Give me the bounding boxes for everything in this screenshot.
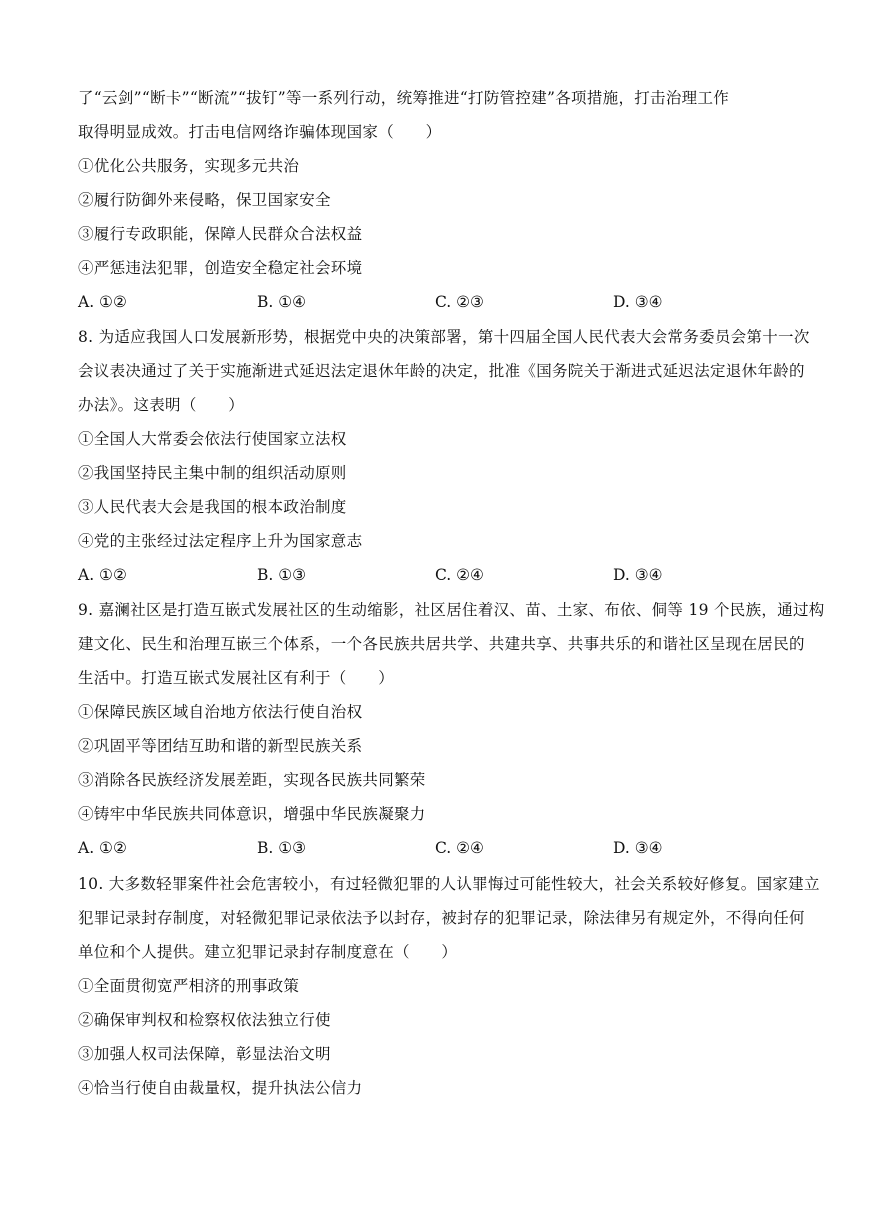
q8-item-1: ①全国人大常委会依法行使国家立法权 (78, 430, 347, 448)
q10-stem-line-1: 10. 大多数轻罪案件社会危害较小，有过轻微犯罪的人认罪悔过可能性较大，社会关系较好修复。国家建立 (78, 875, 820, 893)
q8-item-3: ③人民代表大会是我国的根本政治制度 (78, 498, 347, 516)
q9-item-4: ④铸牢中华民族共同体意识，增强中华民族凝聚力 (78, 805, 426, 823)
q8-options (78, 565, 798, 585)
q7-option-a: A. ①② (78, 293, 127, 311)
q8-option-c: C. ②④ (435, 566, 484, 584)
q9-options (78, 838, 798, 858)
q7-stem-line-1: 了“云剑”“断卡”“断流”“拔钉”等一系列行动，统筹推进“打防管控建”各项措施，打击治理工作 (78, 89, 730, 107)
q7-option-d: D. ③④ (613, 293, 663, 311)
q9-item-2: ②巩固平等团结互助和谐的新型民族关系 (78, 737, 363, 755)
q9-item-1: ①保障民族区域自治地方依法行使自治权 (78, 703, 363, 721)
q7-item-3: ③履行专政职能，保障人民群众合法权益 (78, 225, 363, 243)
q7-item-2: ②履行防御外来侵略，保卫国家安全 (78, 191, 331, 209)
q9-stem-line-2: 建文化、民生和治理互嵌三个体系，一个各民族共居共学、共建共享、共事共乐的和谐社区呈现在居民的 (78, 635, 805, 653)
q7-item-1: ①优化公共服务，实现多元共治 (78, 157, 300, 175)
q8-item-2: ②我国坚持民主集中制的组织活动原则 (78, 464, 347, 482)
q10-item-1: ①全面贯彻宽严相济的刑事政策 (78, 977, 300, 995)
q10-stem-line-2: 犯罪记录封存制度，对轻微犯罪记录依法予以封存，被封存的犯罪记录，除法律另有规定外，不得向任何 (78, 909, 805, 927)
q9-option-b: B. ①③ (257, 839, 307, 857)
q7-stem-line-2: 取得明显成效。打击电信网络诈骗体现国家（ ） (78, 123, 442, 141)
q9-item-3: ③消除各民族经济发展差距，实现各民族共同繁荣 (78, 771, 426, 789)
q10-item-4: ④恰当行使自由裁量权，提升执法公信力 (78, 1079, 363, 1097)
q8-stem-line-2: 会议表决通过了关于实施渐进式延迟法定退休年龄的决定，批准《国务院关于渐进式延迟法定退休年龄的 (78, 362, 805, 380)
q8-option-b: B. ①③ (257, 566, 307, 584)
q8-item-4: ④党的主张经过法定程序上升为国家意志 (78, 532, 363, 550)
q8-stem-line-1: 8. 为适应我国人口发展新形势，根据党中央的决策部署，第十四届全国人民代表大会常务委员会第十一次 (78, 328, 810, 346)
q9-stem-line-1: 9. 嘉澜社区是打造互嵌式发展社区的生动缩影，社区居住着汉、苗、土家、布依、侗等 19 个民族，通过构 (78, 601, 825, 619)
q7-options (78, 292, 798, 312)
q8-option-a: A. ①② (78, 566, 127, 584)
q7-option-b: B. ①④ (257, 293, 307, 311)
q10-item-3: ③加强人权司法保障，彰显法治文明 (78, 1045, 331, 1063)
q9-option-c: C. ②④ (435, 839, 484, 857)
q10-stem-line-3: 单位和个人提供。建立犯罪记录封存制度意在（ ） (78, 943, 458, 961)
q9-option-d: D. ③④ (613, 839, 663, 857)
q8-stem-line-3: 办法》。这表明（ ） (78, 396, 245, 414)
q10-item-2: ②确保审判权和检察权依法独立行使 (78, 1011, 331, 1029)
q9-stem-line-3: 生活中。打造互嵌式发展社区有利于（ ） (78, 669, 395, 687)
q7-item-4: ④严惩违法犯罪，创造安全稳定社会环境 (78, 259, 363, 277)
q8-option-d: D. ③④ (613, 566, 663, 584)
q9-option-a: A. ①② (78, 839, 127, 857)
q7-option-c: C. ②③ (435, 293, 484, 311)
